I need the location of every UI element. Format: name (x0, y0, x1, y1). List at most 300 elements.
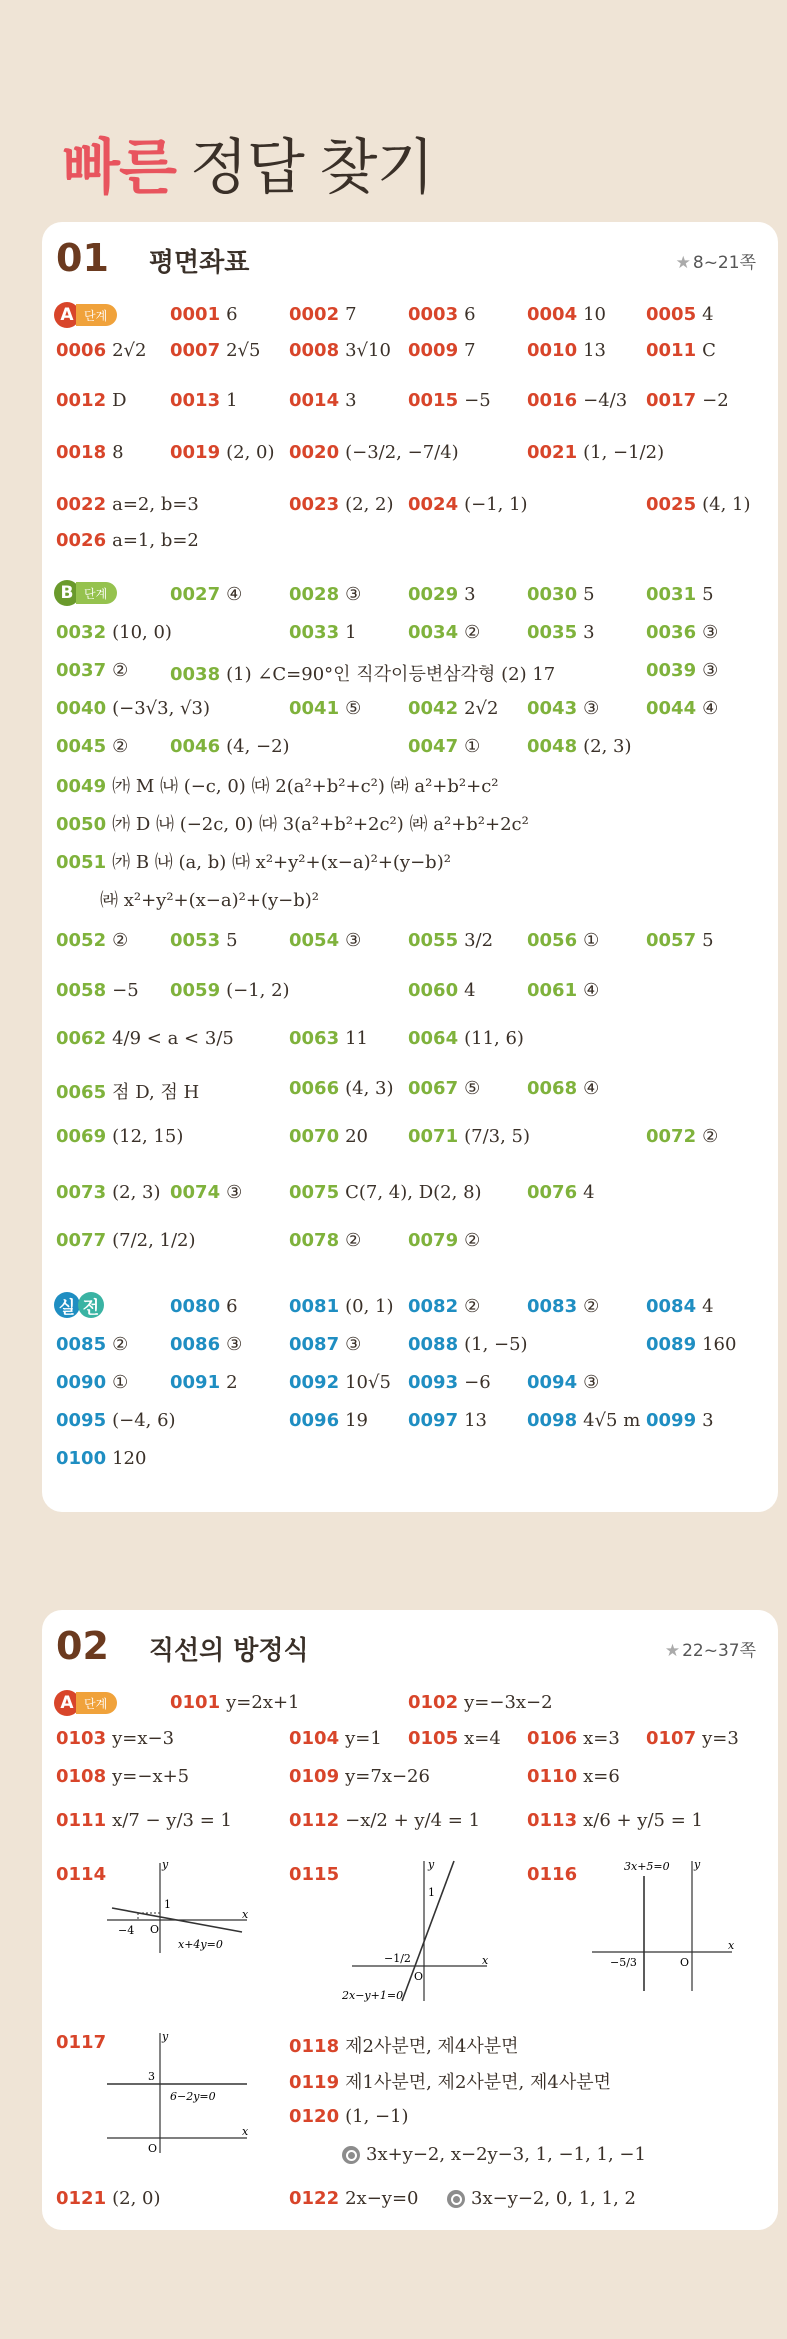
section-card-02 (42, 1610, 778, 2230)
answer-text: (1) ∠C=90°인 직각이등변삼각형 (2) 17 (226, 664, 556, 685)
answer-text: (4, −2) (226, 736, 290, 757)
title-rest: 정답 찾기 (189, 134, 434, 201)
problem-number: 0094 (527, 1372, 578, 1393)
answer-text: 점 D, 점 H (112, 1082, 200, 1103)
answer-item (289, 930, 361, 951)
problem-number: 0010 (527, 340, 578, 361)
answer-text: (7/3, 5) (464, 1126, 531, 1147)
answer-text: (1, −5) (464, 1334, 528, 1355)
answer-item (527, 340, 606, 361)
answer-text: ② (464, 1296, 481, 1317)
problem-number: 0105 (408, 1728, 459, 1749)
problem-number: 0113 (527, 1810, 578, 1831)
answer-item (527, 698, 599, 719)
answer-text: x/7 − y/3 = 1 (112, 1810, 232, 1831)
answer-text: 10 (583, 304, 607, 325)
answer-item (408, 390, 491, 411)
problem-number: 0102 (408, 1692, 459, 1713)
badge-letter: 실 (54, 1292, 80, 1318)
answer-item (646, 660, 718, 681)
answer-item (170, 930, 238, 951)
problem-number: 0036 (646, 622, 697, 643)
problem-number: 0056 (527, 930, 578, 951)
answer-text: 2√5 (226, 340, 261, 361)
problem-number: 0083 (527, 1296, 578, 1317)
answer-item (56, 698, 210, 719)
problem-number: 0119 (289, 2072, 340, 2093)
answer-text: 7 (345, 304, 357, 325)
answer-item (289, 1182, 482, 1203)
problem-number: 0024 (408, 494, 459, 515)
answer-text: 제2사분면, 제4사분면 (345, 2036, 519, 2057)
problem-number: 0103 (56, 1728, 107, 1749)
x-axis-label: x (482, 1954, 489, 1967)
answer-item (408, 930, 493, 951)
page-range (665, 1636, 756, 1661)
answer-text: y=7x−26 (345, 1766, 430, 1787)
answer-text: ④ (583, 980, 600, 1001)
problem-number: 0095 (56, 1410, 107, 1431)
answer-item (408, 340, 476, 361)
answer-text: 3 (702, 1410, 714, 1431)
answer-item (289, 1728, 382, 1749)
problem-number: 0074 (170, 1182, 221, 1203)
problem-number: 0118 (289, 2036, 340, 2057)
badge-tag: 단계 (76, 1692, 117, 1714)
problem-number: 0014 (289, 390, 340, 411)
problem-number: 0093 (408, 1372, 459, 1393)
answer-item (170, 736, 290, 757)
problem-number: 0091 (170, 1372, 221, 1393)
equation-label: 6−2y=0 (170, 2090, 216, 2103)
answer-item (447, 2188, 636, 2209)
answer-text: ② (345, 1230, 362, 1251)
answer-text: x=6 (583, 1766, 620, 1787)
answer-text: ③ (702, 660, 719, 681)
answer-text: ㈎ M ㈏ (−c, 0) ㈐ 2(a²+b²+c²) ㈑ a²+b²+c² (112, 776, 499, 797)
answer-item (646, 390, 729, 411)
answer-text: 8 (112, 442, 124, 463)
stage-a-badge (54, 302, 117, 328)
answer-text: (2, 2) (345, 494, 394, 515)
answer-text: 160 (702, 1334, 737, 1355)
answer-text: 4 (702, 304, 714, 325)
problem-number: 0116 (527, 1864, 578, 1885)
answer-item (408, 584, 476, 605)
problem-number: 0090 (56, 1372, 107, 1393)
answer-item (56, 1028, 234, 1049)
problem-number: 0011 (646, 340, 697, 361)
problem-number: 0077 (56, 1230, 107, 1251)
answer-text: 5 (583, 584, 595, 605)
answer-item (289, 2106, 409, 2127)
problem-number: 0013 (170, 390, 221, 411)
answer-text: 11 (345, 1028, 369, 1049)
problem-number: 0058 (56, 980, 107, 1001)
tick-label: 3 (148, 2070, 155, 2083)
answer-item (56, 1078, 199, 1104)
stage-real-badge (54, 1292, 104, 1318)
answer-text: a=1, b=2 (112, 530, 199, 551)
problem-number: 0082 (408, 1296, 459, 1317)
answer-item (527, 980, 599, 1001)
answer-text: (1, −1/2) (583, 442, 665, 463)
problem-number: 0106 (527, 1728, 578, 1749)
answer-text: y=1 (345, 1728, 382, 1749)
title-accent: 빠른 (62, 134, 176, 201)
answer-item (408, 1028, 524, 1049)
answer-item (527, 584, 595, 605)
answer-text: 2√2 (464, 698, 499, 719)
problem-number: 0052 (56, 930, 107, 951)
problem-number: 0042 (408, 698, 459, 719)
answer-item (170, 1692, 300, 1713)
answer-text: (−1, 2) (226, 980, 290, 1001)
problem-number: 0098 (527, 1410, 578, 1431)
answer-text: 7 (464, 340, 476, 361)
answer-text: C (702, 340, 716, 361)
problem-number: 0046 (170, 736, 221, 757)
answer-text: 5 (702, 930, 714, 951)
problem-number: 0089 (646, 1334, 697, 1355)
answer-item (646, 1728, 739, 1749)
problem-number: 0086 (170, 1334, 221, 1355)
star-icon: ★ (675, 253, 691, 273)
answer-item (527, 442, 664, 463)
problem-number: 0107 (646, 1728, 697, 1749)
answer-item (408, 1692, 553, 1713)
answer-text: 2√2 (112, 340, 147, 361)
page-title (62, 120, 433, 206)
answer-item (56, 736, 128, 757)
answer-item (527, 304, 606, 325)
graph-0115 (342, 1856, 492, 2006)
problem-number: 0064 (408, 1028, 459, 1049)
answer-text: −x/2 + y/4 = 1 (345, 1810, 481, 1831)
origin-label: O (680, 1956, 690, 1969)
answer-text: 2 (226, 1372, 238, 1393)
answer-item (527, 1296, 599, 1317)
answer-item (56, 772, 499, 798)
tick-label: −1/2 (384, 1952, 411, 1965)
answer-item (170, 1296, 238, 1317)
answer-item (408, 1126, 530, 1147)
x-axis-label: x (242, 2125, 249, 2138)
answer-item (289, 698, 361, 719)
section-number: 01 (56, 236, 109, 280)
problem-number: 0022 (56, 494, 107, 515)
answer-text: (2, 3) (112, 1182, 161, 1203)
answer-item (527, 1766, 620, 1787)
graph-0117 (102, 2028, 252, 2158)
answer-item (289, 1372, 391, 1393)
answer-text: −4/3 (583, 390, 628, 411)
answer-item (56, 1410, 176, 1431)
answer-item (170, 660, 555, 686)
answer-item (56, 660, 128, 681)
y-axis-label: y (162, 1858, 169, 1871)
badge-tag: 전 (78, 1292, 104, 1318)
problem-number: 0072 (646, 1126, 697, 1147)
answer-item (408, 736, 480, 757)
problem-number: 0071 (408, 1126, 459, 1147)
answer-text: (0, 1) (345, 1296, 394, 1317)
answer-text: (11, 6) (464, 1028, 524, 1049)
problem-number: 0087 (289, 1334, 340, 1355)
problem-number: 0030 (527, 584, 578, 605)
problem-number: 0001 (170, 304, 221, 325)
answer-item (646, 1126, 718, 1147)
graph-0116 (582, 1856, 742, 1996)
answer-item (408, 304, 476, 325)
answer-text: (−4, 6) (112, 1410, 176, 1431)
answer-text: (4, 3) (345, 1078, 394, 1099)
answer-item (646, 494, 751, 515)
answer-item (170, 980, 290, 1001)
problem-number: 0078 (289, 1230, 340, 1251)
problem-number: 0037 (56, 660, 107, 681)
answer-text: y=−3x−2 (464, 1692, 553, 1713)
problem-number: 0038 (170, 664, 221, 685)
answer-item (56, 340, 146, 361)
problem-number: 0068 (527, 1078, 578, 1099)
answer-text: −6 (464, 1372, 491, 1393)
section-header (56, 1624, 309, 1668)
badge-letter: B (54, 580, 80, 606)
answer-item (56, 1182, 161, 1203)
problem-number: 0061 (527, 980, 578, 1001)
problem-number: 0051 (56, 852, 107, 873)
answer-item (646, 1410, 714, 1431)
answer-item (289, 1864, 345, 1885)
answer-text: D (112, 390, 127, 411)
problem-number: 0028 (289, 584, 340, 605)
problem-number: 0025 (646, 494, 697, 515)
problem-number: 0007 (170, 340, 221, 361)
answer-text: ② (702, 1126, 719, 1147)
problem-number: 0060 (408, 980, 459, 1001)
problem-number: 0065 (56, 1082, 107, 1103)
answer-text: y=x−3 (112, 1728, 175, 1749)
badge-letter: A (54, 302, 80, 328)
problem-number: 0048 (527, 736, 578, 757)
y-axis-label: y (162, 2030, 169, 2043)
answer-text: 3√10 (345, 340, 391, 361)
answer-text: ② (464, 1230, 481, 1251)
answer-item (408, 1728, 501, 1749)
problem-number: 0023 (289, 494, 340, 515)
page-range-text: 22~37쪽 (682, 1641, 756, 1661)
answer-item (289, 1410, 368, 1431)
problem-number: 0049 (56, 776, 107, 797)
problem-number: 0076 (527, 1182, 578, 1203)
problem-number: 0070 (289, 1126, 340, 1147)
answer-item (170, 1372, 238, 1393)
answer-item (56, 848, 451, 874)
problem-number: 0097 (408, 1410, 459, 1431)
answer-text: (4, 1) (702, 494, 751, 515)
answer-text: 2x−y=0 (345, 2188, 419, 2209)
answer-item (342, 2144, 646, 2165)
problem-number: 0080 (170, 1296, 221, 1317)
answer-text: (−1, 1) (464, 494, 528, 515)
answer-text: 6 (226, 304, 238, 325)
problem-number: 0020 (289, 442, 340, 463)
answer-item (289, 2068, 611, 2094)
answer-text: ③ (583, 698, 600, 719)
answer-item (289, 304, 357, 325)
answer-text: (−3√3, √3) (112, 698, 210, 719)
answer-item (56, 1766, 189, 1787)
answer-item (56, 1728, 174, 1749)
answer-text: 제1사분면, 제2사분면, 제4사분면 (345, 2072, 612, 2093)
answer-text: ④ (702, 698, 719, 719)
problem-number: 0066 (289, 1078, 340, 1099)
answer-item (289, 442, 459, 463)
answer-text: 120 (112, 1448, 147, 1469)
problem-number: 0006 (56, 340, 107, 361)
search-icon (447, 2190, 465, 2208)
answer-text: (2, 0) (226, 442, 275, 463)
answer-item (170, 390, 238, 411)
answer-text: (−3/2, −7/4) (345, 442, 459, 463)
problem-number: 0055 (408, 930, 459, 951)
tick-label: −4 (118, 1924, 135, 1937)
answer-text: ③ (345, 584, 362, 605)
problem-number: 0099 (646, 1410, 697, 1431)
equation-label: 2x−y+1=0 (342, 1989, 404, 2002)
answer-text: ⑤ (345, 698, 362, 719)
problem-number: 0092 (289, 1372, 340, 1393)
answer-item (170, 1182, 242, 1203)
answer-item (56, 1126, 183, 1147)
problem-number: 0114 (56, 1864, 107, 1885)
problem-number: 0120 (289, 2106, 340, 2127)
answer-text: ③ (345, 930, 362, 951)
answer-item (289, 390, 357, 411)
answer-item (408, 980, 476, 1001)
problem-number: 0005 (646, 304, 697, 325)
badge-letter: A (54, 1690, 80, 1716)
answer-text: (10, 0) (112, 622, 172, 643)
answer-text: −5 (112, 980, 139, 1001)
tick-label: −5/3 (610, 1956, 637, 1969)
answer-item (56, 442, 124, 463)
problem-number: 0057 (646, 930, 697, 951)
answer-text: ② (112, 930, 129, 951)
answer-text: ① (112, 1372, 129, 1393)
answer-item (646, 584, 714, 605)
answer-text: 3/2 (464, 930, 494, 951)
answer-text: 4/9 < a < 3/5 (112, 1028, 234, 1049)
section-header (56, 236, 249, 280)
x-axis-label: x (728, 1939, 735, 1952)
answer-item (56, 530, 199, 551)
problem-number: 0012 (56, 390, 107, 411)
problem-number: 0062 (56, 1028, 107, 1049)
answer-text: 6 (464, 304, 476, 325)
answer-item (646, 698, 718, 719)
problem-number: 0075 (289, 1182, 340, 1203)
answer-item (289, 1334, 361, 1355)
answer-item (56, 622, 172, 643)
answer-text: 4 (702, 1296, 714, 1317)
answer-item (527, 622, 595, 643)
answer-text: 20 (345, 1126, 369, 1147)
answer-item (408, 698, 498, 719)
problem-number: 0054 (289, 930, 340, 951)
problem-number: 0063 (289, 1028, 340, 1049)
hint-text: 3x−y−2, 0, 1, 1, 2 (471, 2188, 636, 2209)
answer-text: x=3 (583, 1728, 620, 1749)
answer-item (646, 340, 716, 361)
problem-number: 0019 (170, 442, 221, 463)
answer-text: −5 (464, 390, 491, 411)
problem-number: 0044 (646, 698, 697, 719)
answer-text: (2, 3) (583, 736, 632, 757)
answer-text: ③ (226, 1334, 243, 1355)
answer-text: ② (464, 622, 481, 643)
answer-text: 3 (583, 622, 595, 643)
problem-number: 0085 (56, 1334, 107, 1355)
answer-text: ④ (226, 584, 243, 605)
answer-text: 4 (583, 1182, 595, 1203)
tick-label: 1 (164, 1898, 171, 1911)
equation-label: 3x+5=0 (624, 1860, 670, 1873)
answer-item (289, 2188, 419, 2209)
problem-number: 0069 (56, 1126, 107, 1147)
answer-text: 1 (345, 622, 357, 643)
answer-text: ② (112, 736, 129, 757)
problem-number: 0017 (646, 390, 697, 411)
section-title: 평면좌표 (148, 248, 250, 278)
answer-text: ② (583, 1296, 600, 1317)
answer-item (408, 1372, 491, 1393)
answer-text: ③ (345, 1334, 362, 1355)
answer-item (289, 1296, 394, 1317)
answer-text: y=3 (702, 1728, 739, 1749)
answer-item (527, 1078, 599, 1099)
answer-text: ② (112, 1334, 129, 1355)
page-range (676, 248, 756, 273)
answer-item (289, 1028, 368, 1049)
problem-number: 0104 (289, 1728, 340, 1749)
answer-item (527, 1372, 599, 1393)
answer-text: 13 (583, 340, 607, 361)
answer-item (170, 304, 238, 325)
problem-number: 0003 (408, 304, 459, 325)
problem-number: 0053 (170, 930, 221, 951)
problem-number: 0016 (527, 390, 578, 411)
problem-number: 0035 (527, 622, 578, 643)
answer-text: 5 (702, 584, 714, 605)
answer-text: 4√5 m (583, 1410, 641, 1431)
problem-number: 0122 (289, 2188, 340, 2209)
problem-number: 0115 (289, 1864, 340, 1885)
answer-item (289, 622, 357, 643)
answer-item (289, 1230, 361, 1251)
answer-text: y=−x+5 (112, 1766, 190, 1787)
problem-number: 0029 (408, 584, 459, 605)
problem-number: 0073 (56, 1182, 107, 1203)
problem-number: 0002 (289, 304, 340, 325)
problem-number: 0079 (408, 1230, 459, 1251)
origin-label: O (150, 1923, 160, 1936)
stage-b-badge (54, 580, 117, 606)
star-icon: ★ (664, 1641, 681, 1661)
problem-number: 0008 (289, 340, 340, 361)
answer-item (170, 1334, 242, 1355)
